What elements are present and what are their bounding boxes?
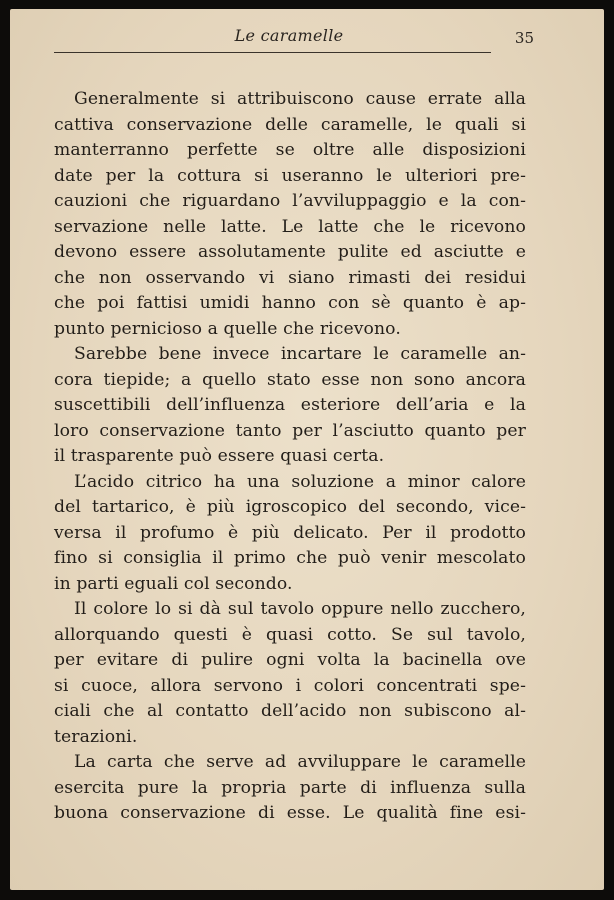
text-line: per evitare di pulire ogni volta la bacinella ove: [54, 650, 526, 670]
text-line: manterranno perfette se oltre alle disposizioni: [54, 140, 526, 160]
running-header: [54, 26, 534, 52]
text-line: servazione nelle latte. Le latte che le ricevono: [54, 216, 526, 237]
text-line: allorquando questi è quasi cotto. Se sul tavolo,: [54, 624, 526, 645]
running-title: Le caramelle: [234, 26, 344, 45]
text-line: ciali che al contatto dell’acido non subiscono al-: [54, 701, 526, 721]
text-line: L’acido citrico ha una soluzione a minor calore: [74, 471, 526, 492]
page-number: 35: [514, 29, 534, 47]
book-page: [10, 9, 604, 890]
text-line: Il colore lo si dà sul tavolo oppure nello zucchero,: [74, 599, 526, 619]
text-line: date per la cottura si useranno le ulteriori pre-: [54, 165, 526, 186]
text-line: che poi fattisi umidi hanno con sè quanto è ap-: [54, 293, 526, 313]
text-line: cora tiepide; a quello stato esse non sono ancora: [54, 369, 526, 390]
text-line: suscettibili dell’influenza esteriore dell’aria e la: [54, 395, 526, 415]
text-line: terazioni.: [54, 726, 138, 747]
text-line: punto pernicioso a quelle che ricevono.: [54, 318, 401, 339]
text-line: cauzioni che riguardano l’avviluppaggio e la con-: [54, 191, 526, 211]
text-line: che non osservando vi siano rimasti dei residui: [54, 267, 526, 288]
text-line: in parti eguali col secondo.: [54, 573, 293, 594]
text-line: esercita pure la propria parte di influenza sulla: [54, 777, 526, 798]
text-line: del tartarico, è più igroscopico del secondo, vice-: [54, 497, 526, 517]
text-line: loro conservazione tanto per l’asciutto quanto per: [54, 420, 526, 441]
text-line: versa il profumo è più delicato. Per il prodotto: [54, 522, 526, 543]
text-line: fino si consiglia il primo che può venir mescolato: [54, 548, 526, 568]
body-text: [54, 87, 526, 827]
text-line: buona conservazione di esse. Le qualità fine esi-: [54, 803, 526, 823]
text-line: La carta che serve ad avviluppare le caramelle: [74, 752, 526, 772]
text-line: si cuoce, allora servono i colori concentrati spe-: [54, 675, 526, 696]
text-line: devono essere assolutamente pulite ed asciutte e: [54, 242, 526, 262]
text-line: cattiva conservazione delle caramelle, le quali si: [54, 114, 526, 135]
text-line: Sarebbe bene invece incartare le caramelle an-: [74, 344, 526, 364]
text-line: il trasparente può essere quasi certa.: [54, 446, 385, 466]
text-line: Generalmente si attribuiscono cause errate alla: [74, 89, 526, 109]
header-rule: [54, 52, 491, 53]
